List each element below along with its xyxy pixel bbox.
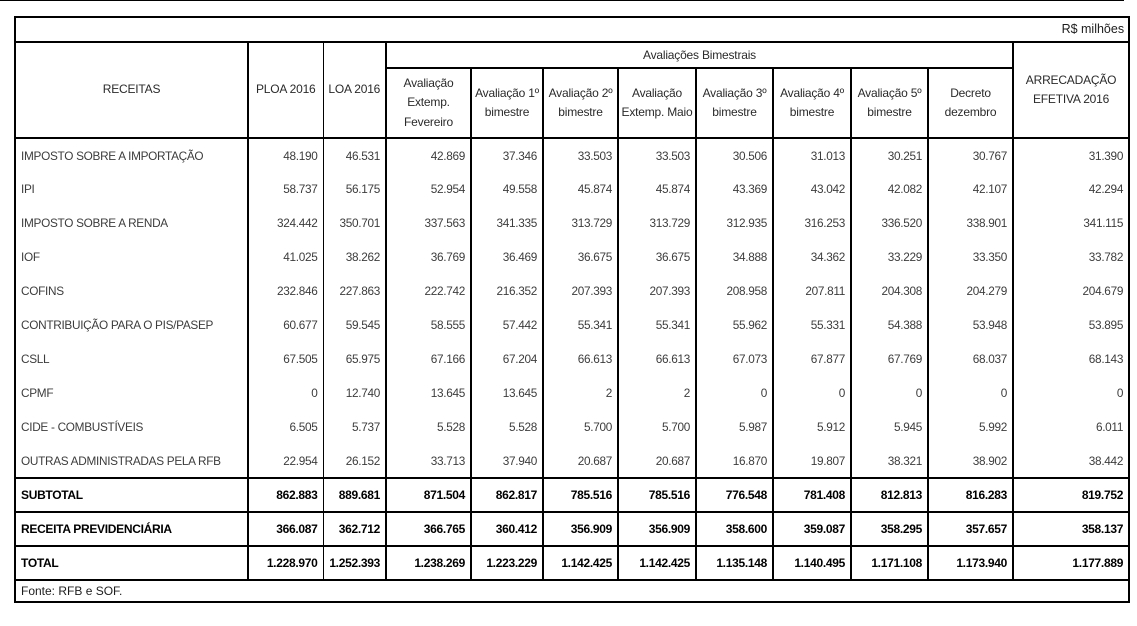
value-cell: 43.369 (696, 172, 773, 206)
value-cell: 49.558 (471, 172, 543, 206)
value-cell: 13.645 (386, 376, 471, 410)
value-cell: 5.528 (471, 410, 543, 444)
row-label: OUTRAS ADMINISTRADAS PELA RFB (15, 444, 248, 478)
value-cell: 43.042 (773, 172, 851, 206)
value-cell: 208.958 (696, 274, 773, 308)
row-label: RECEITA PREVIDENCIÁRIA (15, 512, 248, 546)
column-header-ploa-2016: PLOA 2016 (248, 42, 323, 138)
table-body (15, 138, 1129, 580)
table-row (15, 308, 1129, 342)
table-row (15, 444, 1129, 478)
column-header-avaliacao-5-bimestre: Avaliação 5º bimestre (851, 68, 928, 138)
value-cell: 55.962 (696, 308, 773, 342)
value-cell: 42.107 (928, 172, 1013, 206)
value-cell: 33.503 (618, 138, 696, 172)
value-cell: 42.082 (851, 172, 928, 206)
value-cell: 316.253 (773, 206, 851, 240)
value-cell: 1.135.148 (696, 546, 773, 580)
column-header-avaliacao-1-bimestre: Avaliação 1º bimestre (471, 68, 543, 138)
value-cell: 2 (618, 376, 696, 410)
value-cell: 58.555 (386, 308, 471, 342)
value-cell: 216.352 (471, 274, 543, 308)
table-row (15, 240, 1129, 274)
value-cell: 52.954 (386, 172, 471, 206)
value-cell: 312.935 (696, 206, 773, 240)
column-header-loa-2016: LOA 2016 (323, 42, 386, 138)
value-cell: 356.909 (543, 512, 618, 546)
value-cell: 37.346 (471, 138, 543, 172)
value-cell: 5.700 (543, 410, 618, 444)
value-cell: 1.177.889 (1013, 546, 1129, 580)
value-cell: 59.545 (323, 308, 386, 342)
value-cell: 67.166 (386, 342, 471, 376)
value-cell: 5.737 (323, 410, 386, 444)
value-cell: 313.729 (618, 206, 696, 240)
value-cell: 862.817 (471, 478, 543, 512)
row-label: CSLL (15, 342, 248, 376)
value-cell: 1.173.940 (928, 546, 1013, 580)
value-cell: 812.813 (851, 478, 928, 512)
value-cell: 358.137 (1013, 512, 1129, 546)
value-cell: 366.087 (248, 512, 323, 546)
table-row (15, 342, 1129, 376)
value-cell: 362.712 (323, 512, 386, 546)
table-row (15, 410, 1129, 444)
value-cell: 36.469 (471, 240, 543, 274)
value-cell: 55.341 (618, 308, 696, 342)
value-cell: 222.742 (386, 274, 471, 308)
value-cell: 337.563 (386, 206, 471, 240)
value-cell: 33.350 (928, 240, 1013, 274)
source-row (15, 580, 1129, 602)
table-row (15, 478, 1129, 512)
value-cell: 36.675 (543, 240, 618, 274)
value-cell: 0 (696, 376, 773, 410)
table-row (15, 376, 1129, 410)
column-header-avaliacao-extemp-maio: Avaliação Extemp. Maio (618, 68, 696, 138)
value-cell: 20.687 (543, 444, 618, 478)
column-header-avaliacao-2-bimestre: Avaliação 2º bimestre (543, 68, 618, 138)
table-row (15, 546, 1129, 580)
value-cell: 45.874 (543, 172, 618, 206)
value-cell: 1.228.970 (248, 546, 323, 580)
value-cell: 1.140.495 (773, 546, 851, 580)
value-cell: 785.516 (618, 478, 696, 512)
value-cell: 776.548 (696, 478, 773, 512)
value-cell: 57.442 (471, 308, 543, 342)
row-label: CONTRIBUIÇÃO PARA O PIS/PASEP (15, 308, 248, 342)
value-cell: 0 (851, 376, 928, 410)
row-label: COFINS (15, 274, 248, 308)
value-cell: 34.362 (773, 240, 851, 274)
value-cell: 37.940 (471, 444, 543, 478)
value-cell: 0 (1013, 376, 1129, 410)
value-cell: 338.901 (928, 206, 1013, 240)
value-cell: 68.143 (1013, 342, 1129, 376)
value-cell: 366.765 (386, 512, 471, 546)
value-cell: 350.701 (323, 206, 386, 240)
value-cell: 1.171.108 (851, 546, 928, 580)
table-row (15, 138, 1129, 172)
row-label: CPMF (15, 376, 248, 410)
value-cell: 33.713 (386, 444, 471, 478)
value-cell: 67.204 (471, 342, 543, 376)
value-cell: 6.011 (1013, 410, 1129, 444)
value-cell: 207.393 (618, 274, 696, 308)
value-cell: 5.945 (851, 410, 928, 444)
table-row (15, 172, 1129, 206)
revenue-table-container (14, 16, 1130, 603)
value-cell: 6.505 (248, 410, 323, 444)
value-cell: 360.412 (471, 512, 543, 546)
value-cell: 41.025 (248, 240, 323, 274)
column-header-decreto-dezembro: Decreto dezembro (928, 68, 1013, 138)
value-cell: 34.888 (696, 240, 773, 274)
unit-label: R$ milhões (15, 17, 1129, 42)
value-cell: 356.909 (618, 512, 696, 546)
column-header-avaliacao-4-bimestre: Avaliação 4º bimestre (773, 68, 851, 138)
value-cell: 227.863 (323, 274, 386, 308)
value-cell: 20.687 (618, 444, 696, 478)
value-cell: 67.877 (773, 342, 851, 376)
column-header-avaliacao-3-bimestre: Avaliação 3º bimestre (696, 68, 773, 138)
value-cell: 336.520 (851, 206, 928, 240)
value-cell: 207.393 (543, 274, 618, 308)
value-cell: 204.679 (1013, 274, 1129, 308)
value-cell: 5.912 (773, 410, 851, 444)
value-cell: 67.073 (696, 342, 773, 376)
value-cell: 324.442 (248, 206, 323, 240)
value-cell: 357.657 (928, 512, 1013, 546)
value-cell: 16.870 (696, 444, 773, 478)
revenue-table (14, 16, 1130, 603)
table-row (15, 512, 1129, 546)
value-cell: 359.087 (773, 512, 851, 546)
row-label: IMPOSTO SOBRE A IMPORTAÇÃO (15, 138, 248, 172)
value-cell: 204.279 (928, 274, 1013, 308)
value-cell: 358.295 (851, 512, 928, 546)
value-cell: 33.229 (851, 240, 928, 274)
value-cell: 33.503 (543, 138, 618, 172)
value-cell: 816.283 (928, 478, 1013, 512)
value-cell: 60.677 (248, 308, 323, 342)
group-header-avaliacoes-bimestrais: Avaliações Bimestrais (386, 42, 1013, 68)
value-cell: 204.308 (851, 274, 928, 308)
value-cell: 5.992 (928, 410, 1013, 444)
value-cell: 55.341 (543, 308, 618, 342)
value-cell: 313.729 (543, 206, 618, 240)
value-cell: 66.613 (543, 342, 618, 376)
page-edge-line (0, 0, 1124, 1)
value-cell: 207.811 (773, 274, 851, 308)
value-cell: 889.681 (323, 478, 386, 512)
value-cell: 0 (928, 376, 1013, 410)
row-label: CIDE - COMBUSTÍVEIS (15, 410, 248, 444)
value-cell: 1.252.393 (323, 546, 386, 580)
value-cell: 5.528 (386, 410, 471, 444)
value-cell: 31.390 (1013, 138, 1129, 172)
value-cell: 12.740 (323, 376, 386, 410)
value-cell: 13.645 (471, 376, 543, 410)
value-cell: 46.531 (323, 138, 386, 172)
value-cell: 42.869 (386, 138, 471, 172)
value-cell: 53.895 (1013, 308, 1129, 342)
value-cell: 1.223.229 (471, 546, 543, 580)
value-cell: 2 (543, 376, 618, 410)
value-cell: 22.954 (248, 444, 323, 478)
value-cell: 31.013 (773, 138, 851, 172)
value-cell: 30.506 (696, 138, 773, 172)
value-cell: 232.846 (248, 274, 323, 308)
value-cell: 55.331 (773, 308, 851, 342)
column-header-arrecadacao-efetiva-2016: ARRECADAÇÃO EFETIVA 2016 (1013, 42, 1129, 138)
value-cell: 785.516 (543, 478, 618, 512)
value-cell: 42.294 (1013, 172, 1129, 206)
value-cell: 819.752 (1013, 478, 1129, 512)
value-cell: 1.142.425 (618, 546, 696, 580)
table-row (15, 274, 1129, 308)
value-cell: 871.504 (386, 478, 471, 512)
value-cell: 38.902 (928, 444, 1013, 478)
value-cell: 26.152 (323, 444, 386, 478)
value-cell: 53.948 (928, 308, 1013, 342)
value-cell: 66.613 (618, 342, 696, 376)
value-cell: 5.987 (696, 410, 773, 444)
value-cell: 358.600 (696, 512, 773, 546)
value-cell: 38.321 (851, 444, 928, 478)
value-cell: 38.442 (1013, 444, 1129, 478)
row-label: IOF (15, 240, 248, 274)
value-cell: 67.505 (248, 342, 323, 376)
value-cell: 1.238.269 (386, 546, 471, 580)
value-cell: 45.874 (618, 172, 696, 206)
value-cell: 58.737 (248, 172, 323, 206)
value-cell: 36.769 (386, 240, 471, 274)
value-cell: 341.335 (471, 206, 543, 240)
value-cell: 38.262 (323, 240, 386, 274)
value-cell: 1.142.425 (543, 546, 618, 580)
value-cell: 68.037 (928, 342, 1013, 376)
value-cell: 67.769 (851, 342, 928, 376)
value-cell: 0 (773, 376, 851, 410)
column-header-receitas: RECEITAS (15, 42, 248, 138)
value-cell: 862.883 (248, 478, 323, 512)
value-cell: 54.388 (851, 308, 928, 342)
row-label: IPI (15, 172, 248, 206)
value-cell: 33.782 (1013, 240, 1129, 274)
value-cell: 341.115 (1013, 206, 1129, 240)
value-cell: 0 (248, 376, 323, 410)
value-cell: 48.190 (248, 138, 323, 172)
column-header-avaliacao-extemp-fevereiro: Avaliação Extemp. Fevereiro (386, 68, 471, 138)
value-cell: 19.807 (773, 444, 851, 478)
source-note: Fonte: RFB e SOF. (15, 580, 1129, 602)
value-cell: 30.251 (851, 138, 928, 172)
value-cell: 5.700 (618, 410, 696, 444)
row-label: SUBTOTAL (15, 478, 248, 512)
value-cell: 56.175 (323, 172, 386, 206)
table-row (15, 206, 1129, 240)
value-cell: 36.675 (618, 240, 696, 274)
value-cell: 781.408 (773, 478, 851, 512)
row-label: IMPOSTO SOBRE A RENDA (15, 206, 248, 240)
header-row-top (15, 42, 1129, 68)
value-cell: 30.767 (928, 138, 1013, 172)
unit-row (15, 17, 1129, 42)
value-cell: 65.975 (323, 342, 386, 376)
row-label: TOTAL (15, 546, 248, 580)
